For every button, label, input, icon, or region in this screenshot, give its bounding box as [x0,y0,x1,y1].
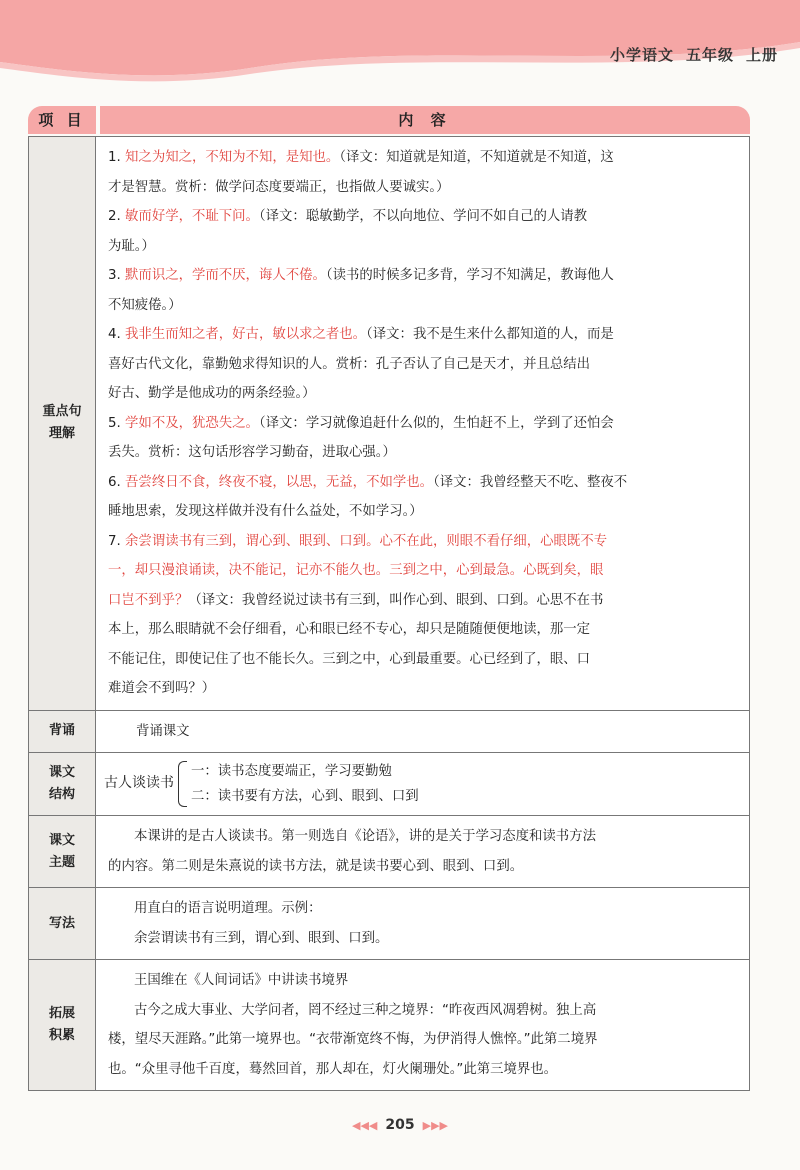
sentence-item-5: 5. 学如不及，犹恐失之。（译文：学习就像追赶什么似的，生怕赶不上，学到了还怕会 丢失。赏析：这句话形容学习勤奋，进取心强。） [108,415,614,460]
next-arrows-icon: ▶▶▶ [422,1119,448,1132]
structure-content [96,753,749,815]
sentence-original: 默而识之，学而不厌，诲人不倦。 [125,268,326,283]
label-theme: 课文 主题 [29,816,96,887]
label-structure: 课文 结构 [29,753,96,815]
sentence-original: 我非生而知之者，好古，敏以求之者也。 [125,327,367,342]
theme-content: 本课讲的是古人谈读书。第一则选自《论语》，讲的是关于学习态度和读书方法 的内容。第二则是朱熹说的读书方法，就是读书要心到、眼到、口到。 [108,829,596,874]
row-theme [29,815,749,887]
row-writing [29,887,749,959]
label-extension: 拓展 积累 [29,960,96,1090]
structure-root: 古人谈读书 [104,775,174,792]
prev-arrows-icon: ◀◀◀ [351,1119,378,1132]
sentence-item-1: 1. 知之为知之，不知为不知，是知也。（译文：知道就是知道，不知道就是不知道，这 才是智慧。赏析：做学问态度要端正，也指做人要诚实。） [108,150,614,195]
sentence-item-3: 3. 默而识之，学而不厌，诲人不倦。（读书的时候多记多背，学习不知满足，教诲他人 不知疲倦。） [108,268,614,313]
content-table [28,106,750,1077]
extension-content: 王国维在《人间词话》中讲读书境界 古今之成大事业、大学问者，罔不经过三种之境界：“昨夜西风凋碧树。独上高 楼，望尽天涯路。”此第一境界也。“衣带渐宽终不悔，为伊消得人憔悴。”此第二境界 也。“众里寻他千百度，蓦然回首，那人却在，灯火阑珊处。”此第三境界也。 [108,973,598,1077]
table-header [28,106,750,134]
header-title [598,44,778,65]
structure-branch-2: 二：读书要有方法，心到、眼到、口到 [191,789,419,804]
row-key-sentences [29,137,749,710]
subject-label: 小学语文 [609,46,674,64]
sentence-item-4: 4. 我非生而知之者，好古，敏以求之者也。（译文：我不是生来什么都知道的人，而是 喜好古代文化，靠勤勉求得知识的人。赏析：孔子否认了自己是天才，并且总结出 好古、勤学是他成功的两条经验。） [108,327,614,401]
grade-label: 五年级 [685,46,734,64]
sentence-original: 知之为知之，不知为不知，是知也。 [125,150,340,165]
sentence-original: 敏而好学，不耻下问。 [125,209,259,224]
brace-shape [178,761,187,807]
label-recite: 背诵 [29,711,96,753]
sentence-item-7: 7. 余尝谓读书有三到，谓心到、眼到、口到。心不在此，则眼不看仔细，心眼既不专 一，却只漫浪诵读，决不能记，记亦不能久也。三到之中，心到最急。心既到矣，眼 口岂不到乎？（译文：我曾经说过读书有三到，叫作心到、眼到、口到。心思不在书 本上，那么眼睛就不会仔细看，心和眼已经不专心，却只是随随便便地读，那一定 不能记住，即使记住了也不能长久。三到之中，心到最重要。心已经到了，眼、口 难道会不到吗？） [108,533,608,696]
row-recite [29,710,749,753]
table-body [28,136,750,1091]
column-item-header: 项 目 [28,106,96,134]
structure-branch-1: 一：读书态度要端正，学习要勤勉 [191,764,392,779]
header-band [0,0,800,85]
column-content-header: 内 容 [100,106,750,134]
extension-title: 王国维在《人间词话》中讲读书境界 [134,973,349,988]
sentence-original: 吾尝终日不食，终夜不寝，以思，无益，不如学也。 [125,474,434,490]
label-writing: 写法 [29,888,96,959]
sentence-item-6: 6. 吾尝终日不食，终夜不寝，以思，无益，不如学也。（译文：我曾经整天不吃、整夜不 睡地思索，发现这样做并没有什么益处，不如学习。） [108,474,628,519]
row-structure [29,752,749,815]
volume-label: 上册 [745,46,778,64]
sentence-item-2: 2. 敏而好学，不耻下问。（译文：聪敏勤学，不以向地位、学问不如自己的人请教 为耻。） [108,209,588,254]
recite-content: 背诵课文 [136,723,190,739]
header-wave [0,0,800,85]
sentence-original: 学如不及，犹恐失之。 [125,415,259,431]
sentence-original: 余尝谓读书有三到，谓心到、眼到、口到。心不在此，则眼不看仔细，心眼既不专 [125,533,608,549]
page-footer [0,1117,800,1133]
label-key-sentences: 重点句 理解 [29,137,96,710]
writing-content: 用直白的语言说明道理。示例： 余尝谓读书有三到，谓心到、眼到、口到。 [134,901,389,946]
page-number: 205 [385,1117,415,1133]
row-extension [29,959,749,1090]
key-sentences-content [96,137,749,710]
